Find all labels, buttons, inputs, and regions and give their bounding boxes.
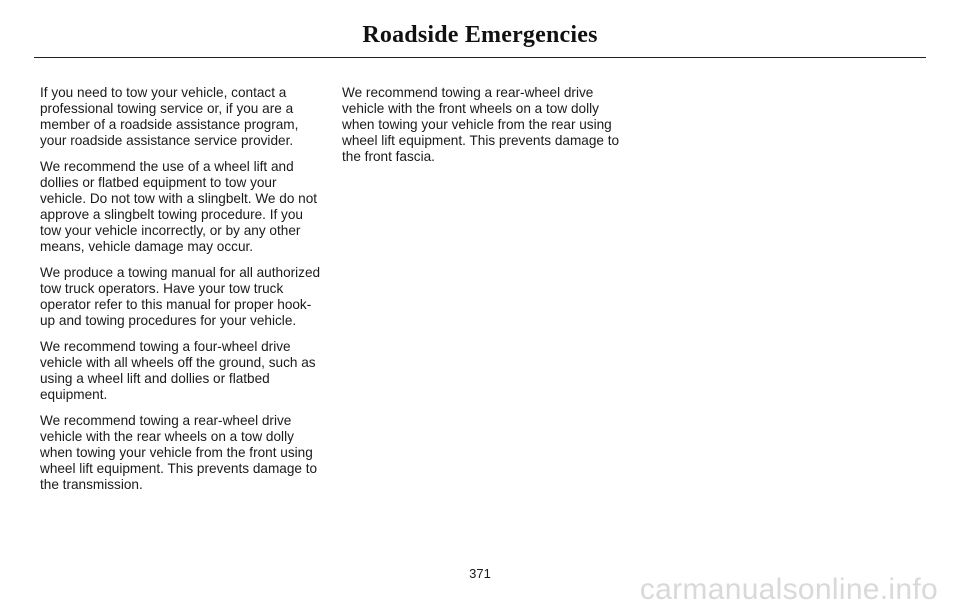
paragraph: We recommend towing a rear-wheel drive vehicle with the front wheels on a tow dolly when towing your vehicle from the rear using wheel lift equipment. This prevents damage to the front fascia. xyxy=(342,85,620,164)
left-column xyxy=(40,85,325,503)
watermark-link[interactable]: carmanualsonline.info xyxy=(639,573,938,606)
page-number: 371 xyxy=(469,566,491,581)
right-column xyxy=(342,85,627,175)
page-title: Roadside Emergencies xyxy=(362,22,598,48)
header-divider xyxy=(34,57,926,58)
paragraph: We recommend towing a four-wheel drive vehicle with all wheels off the ground, such as using a wheel lift and dollies or flatbed equipment. xyxy=(40,339,316,402)
paragraph: If you need to tow your vehicle, contact a professional towing service or, if you are a member of a roadside assistance program, your roadside assistance service provider. xyxy=(40,85,299,148)
paragraph: We recommend towing a rear-wheel drive vehicle with the rear wheels on a tow dolly when towing your vehicle from the front using wheel lift equipment. This prevents damage to the transmission. xyxy=(40,413,318,492)
paragraph: We recommend the use of a wheel lift and dollies or flatbed equipment to tow your vehicle. Do not tow with a slingbelt. We do not approve a slingbelt towing procedure. If you tow your vehicle incorrectly, or by any other means, vehicle damage may occur. xyxy=(40,159,318,254)
paragraph: We produce a towing manual for all authorized tow truck operators. Have your tow truck operator refer to this manual for proper hook-up and towing procedures for your vehicle. xyxy=(40,265,321,328)
